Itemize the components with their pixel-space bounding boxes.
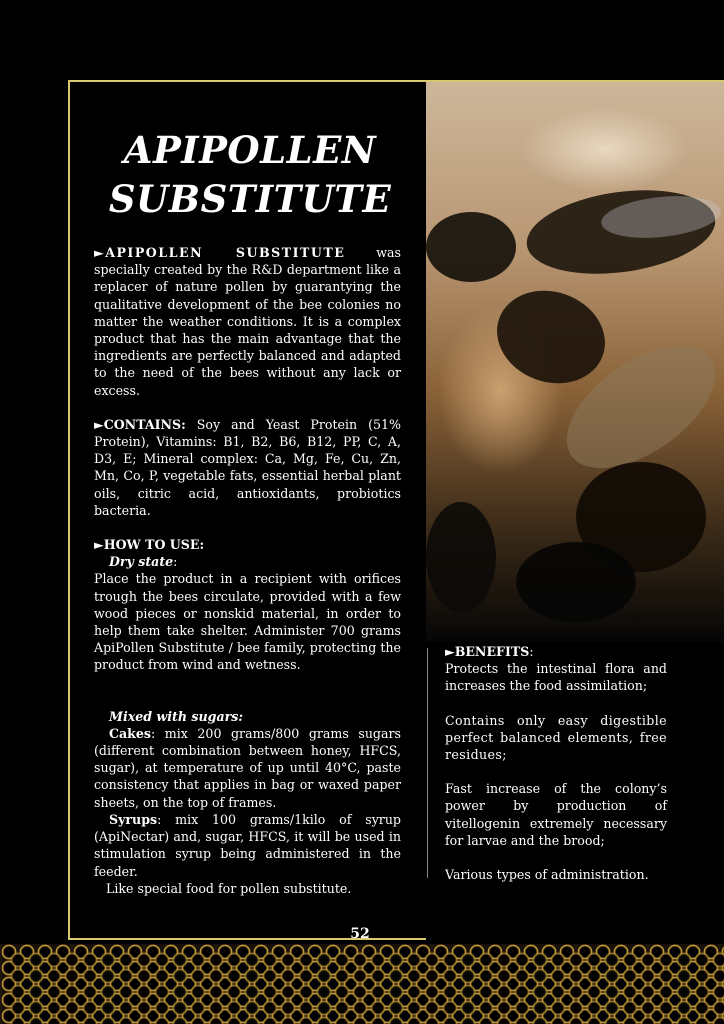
syrups-text: : mix 100 grams/1kilo of syrup (ApiNectar) and, sugar, HFCS, it will be used in stimulation syrup being administered in the feeder. bbox=[94, 811, 401, 879]
arrow-icon: ► bbox=[445, 644, 455, 659]
contains-text: Soy and Yeast Protein (51% Protein), Vitamins: B1, B2, B6, B12, PP, C, A, D3, E; Mineral complex: Ca, Mg, Fe, Cu, Zn, Mn, Co, P, vegetable fats, essential herbal plant oils, citric acid, antioxidants, probiotics bacteria. bbox=[94, 416, 401, 518]
benefit-item: Various types of administration. bbox=[445, 867, 649, 883]
main-column: ►APIPOLLEN SUBSTITUTE was specially created by the R&D department like a replacer of nature pollen by guarantying the qualitative development of the bee colonies no matter the weather conditions. It is a complex product that has the main advantage that the ingredients are perfectly balanced and adapted to the need of the bees without any lack or excess. ►CONTAINS: Soy and Yeast Protein (51% Protein), Vitamins: B1, B2, B6, B12, PP, C, A, D3, E; Mineral complex: Ca, Mg, Fe, Cu, Zn, Mn, Co, P, vegetable fats, essential herbal plant oils, citric acid, antioxidants, probiotics bacteria. ►HOW TO USE: Dry state: Place the product in a recipient with orifices trough the bees circulate, provided with a few wood pieces or nonskid material, in order to help them take shelter. Administer 700 grams ApiPollen Substitute / bee family, protecting the product from wind and wetness. Mixed with sugars: Cakes: mix 200 grams/800 grams sugars (different combination between honey, HFCS, sugar), at temperature of up until 40°C, paste consistency that applies in bag or waxed paper sheets, on the top of frames. Syrups: mix 100 grams/1kilo of syrup (ApiNectar) and, sugar, HFCS, it will be used in stimulation syrup being administered in the feeder. Like special food for pollen substitute. bbox=[94, 245, 401, 896]
intro-lead: APIPOLLEN SUBSTITUTE bbox=[105, 245, 346, 260]
benefits-divider bbox=[427, 648, 428, 878]
like-text: Like special food for pollen substitute. bbox=[106, 880, 352, 896]
cakes-paragraph bbox=[94, 725, 401, 811]
contains-label: CONTAINS: bbox=[103, 416, 186, 432]
mixed-label: Mixed with sugars: bbox=[109, 708, 244, 724]
title-line-2: SUBSTITUTE bbox=[108, 177, 392, 221]
syrups-label: Syrups bbox=[109, 811, 158, 827]
how-to-use-heading: ►HOW TO USE: bbox=[94, 537, 205, 553]
syrups-paragraph bbox=[94, 811, 401, 880]
benefits-column bbox=[445, 643, 667, 883]
cakes-text: : mix 200 grams/800 grams sugars (different combination between honey, HFCS, sugar), at temperature of up until 40°C, paste consistency that applies in bag or waxed paper sheets, on the top of frames. bbox=[94, 725, 401, 810]
intro-text: was specially created by the R&D department like a replacer of nature pollen by guarantying the qualitative development of the bee colonies no matter the weather conditions. It is a complex product that has the main advantage that the ingredients are perfectly balanced and adapted to the need of the bees without any lack or excess. bbox=[94, 245, 401, 398]
arrow-icon: ► bbox=[94, 245, 106, 260]
page-number: 52 bbox=[350, 926, 370, 942]
cakes-label: Cakes bbox=[109, 725, 152, 741]
benefits-heading: ►BENEFITS: bbox=[445, 644, 534, 659]
benefit-item: Fast increase of the colony’s power by production of vitellogenin extremely necessary for larvae and the brood; bbox=[445, 781, 667, 848]
arrow-icon: ► bbox=[94, 416, 104, 432]
benefit-item: Contains only easy digestible perfect balanced elements, free residues; bbox=[445, 712, 667, 763]
arrow-icon: ► bbox=[94, 537, 104, 553]
title-line-1: APIPOLLEN bbox=[123, 128, 377, 172]
honeycomb-footer-overlay bbox=[9, 952, 724, 1024]
contains-paragraph bbox=[94, 416, 401, 519]
dry-state-text: Place the product in a recipient with orifices trough the bees circulate, provided with a few wood pieces or nonskid material, in order to help them take shelter. Administer 700 grams ApiPollen Substitute / bee family, protecting the product from wind and wetness. bbox=[94, 571, 401, 673]
page-title bbox=[78, 126, 422, 224]
bees-photo bbox=[426, 82, 724, 642]
dry-state-label: Dry state bbox=[109, 554, 174, 570]
benefit-item: Protects the intestinal flora and increases the food assimilation; bbox=[445, 661, 667, 694]
intro-paragraph bbox=[94, 244, 401, 399]
